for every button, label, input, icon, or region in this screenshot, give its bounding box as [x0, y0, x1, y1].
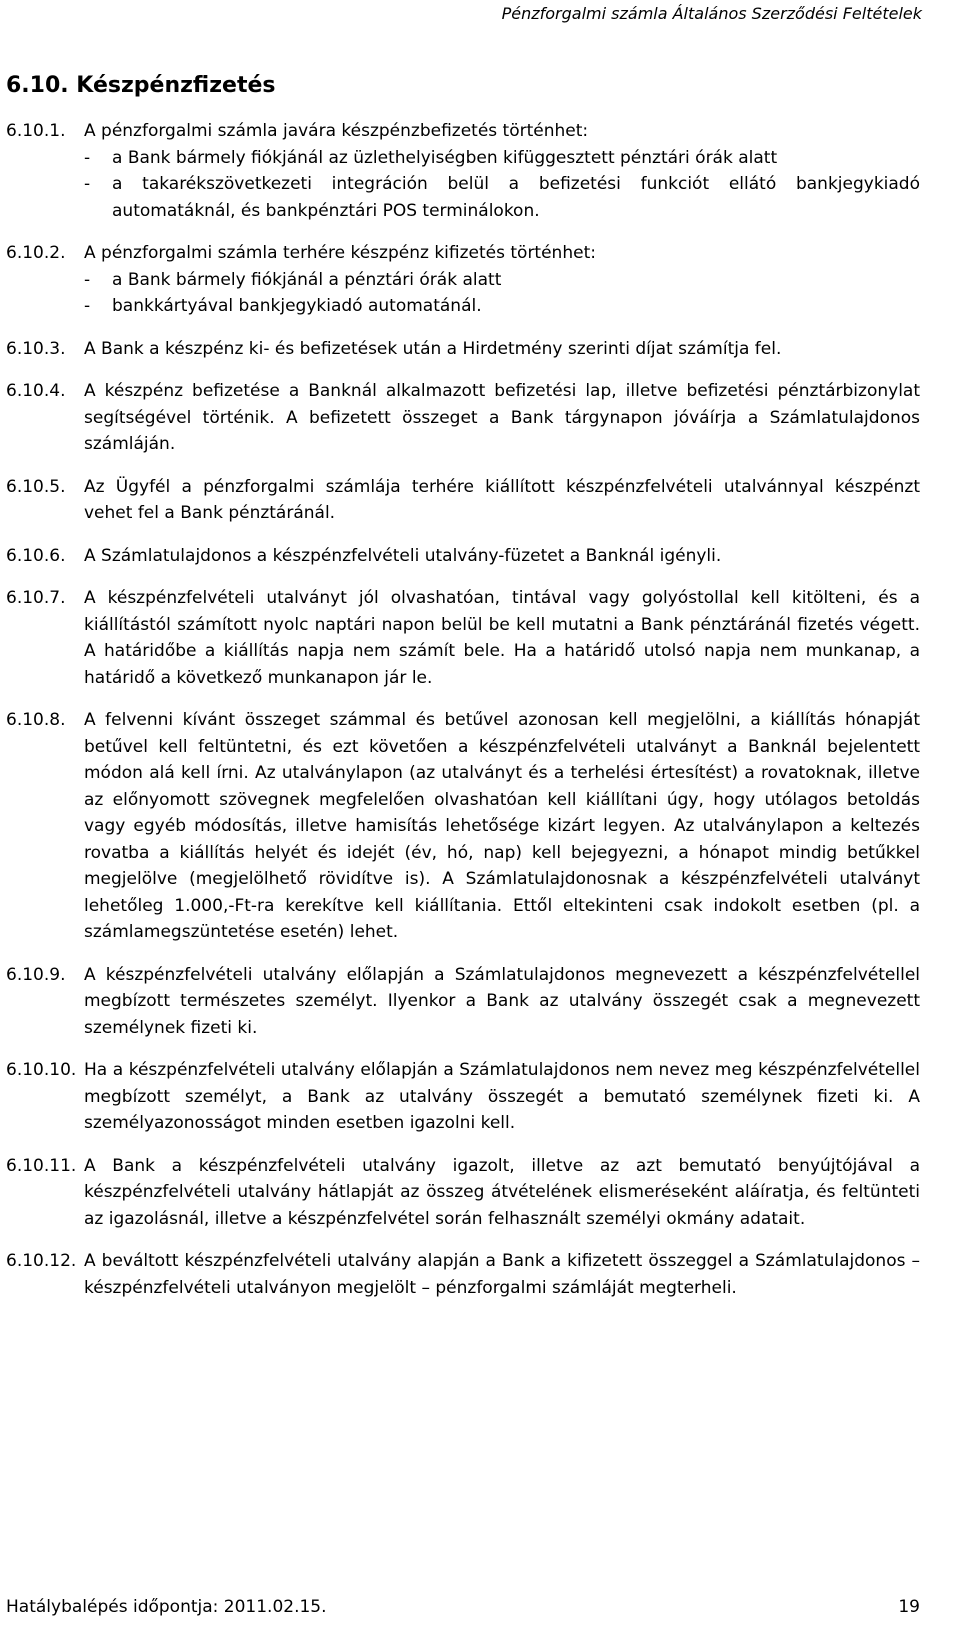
document-body	[6, 118, 920, 1317]
list-item-text: a Bank bármely fiókjánál az üzlethelyiségben kifüggesztett pénztári órák alatt	[112, 147, 778, 168]
list-item-text: a takarékszövetkezeti integráción belül a befizetési funkciót ellátó bankjegykiadó automatáknál, és bankpénztári POS terminálokon.	[112, 174, 920, 221]
clause-text: A Bank a készpénzfelvételi utalvány igazolt, illetve az azt bemutató benyújtójával a készpénzfelvételi utalvány hátlapját az összeg átvételének elismeréseként aláíratja, és feltünteti az igazolásnál, illetve a készpénzfelvétel során felhasznált személyi okmány adatait.	[84, 1155, 920, 1229]
clause-number: 6.10.5.	[6, 476, 66, 497]
clause-6-10-5	[6, 474, 920, 527]
clause-6-10-4	[6, 378, 920, 458]
clause-number: 6.10.4.	[6, 381, 66, 401]
dash-bullet: -	[84, 174, 91, 194]
clause-6-10-10	[6, 1057, 920, 1137]
clause-number: 6.10.9.	[6, 964, 66, 985]
list-item	[84, 171, 920, 224]
section-title: 6.10. Készpénzfizetés	[6, 73, 276, 98]
clause-6-10-11	[6, 1153, 920, 1233]
list-item	[84, 145, 920, 172]
clause-6-10-2	[6, 240, 920, 320]
clause-text: A felvenni kívánt összeget számmal és betűvel azonosan kell megjelölni, a kiállítás hónapját betűvel kell feltüntetni, és ezt követően a készpénzfelvételi utalványt a Banknál bejelentett módon alá kell írni. Az utalványlapon (az utalványt és a terhelési értesítést) a rovatoknak, illetve az előnyomott szövegnek megfelelően olvashatóan kell kiállítani úgy, hogy utólagos betoldás vagy egyéb módosítás, illetve hamisítás lehetősége kizárt legyen. Az utalványlapon a keltezés rovatba a kiállítás helyét és idejét (év, hó, nap) kell bejegyezni, a hónapot mindig betűkkel megjelölve (megjelölhető rövidítve is). A Számlatulajdonosnak a készpénzfelvételi utalványt lehetőleg 1.000,-Ft-ra kerekítve kell kiállítania. Ettől eltekinteni csak indokolt esetben (pl. a számlamegszüntetése esetén) lehet.	[84, 710, 920, 942]
clause-text: A Bank a készpénz ki- és befizetések után a Hirdetmény szerinti díjat számítja fel.	[84, 338, 782, 359]
clause-6-10-6	[6, 543, 920, 570]
clause-text: A készpénzfelvételi utalvány előlapján a Számlatulajdonos megnevezett a készpénzfelvétellel megbízott természetes személyt. Ilyenkor a Bank az utalvány összegét csak a megnevezett személynek fizeti ki.	[84, 964, 920, 1038]
clause-number: 6.10.2.	[6, 243, 66, 263]
clause-text: Ha a készpénzfelvételi utalvány előlapján a Számlatulajdonos nem nevez meg készpénzfelvétellel megbízott személyt, a Bank az utalvány összegét a bemutató személynek fizeti ki. A személyazonosságot minden esetben igazolni kell.	[84, 1060, 920, 1133]
clause-number: 6.10.11.	[6, 1155, 77, 1176]
clause-text: A beváltott készpénzfelvételi utalvány alapján a Bank a kifizetett összeggel a Számlatulajdonos – készpénzfelvételi utalványon megjelölt – pénzforgalmi számláját megterheli.	[84, 1251, 920, 1298]
list-item-text: a Bank bármely fiókjánál a pénztári órák alatt	[112, 269, 502, 290]
clause-number: 6.10.6.	[6, 545, 66, 566]
page-number: 19	[898, 1597, 920, 1617]
list-item	[84, 293, 920, 320]
clause-intro: A pénzforgalmi számla javára készpénzbefizetés történhet:	[84, 121, 589, 141]
clause-text: A Számlatulajdonos a készpénzfelvételi utalvány-füzetet a Banknál igényli.	[84, 545, 722, 566]
clause-6-10-12	[6, 1248, 920, 1301]
page-footer	[6, 1597, 920, 1617]
clause-number: 6.10.8.	[6, 710, 66, 730]
clause-number: 6.10.1.	[6, 121, 66, 141]
list-item-text: bankkártyával bankjegykiadó automatánál.	[112, 296, 482, 316]
clause-6-10-3	[6, 336, 920, 363]
clause-text: A készpénz befizetése a Banknál alkalmazott befizetési lap, illetve befizetési pénztárbizonylat segítségével történik. A befizetett összeget a Bank tárgynapon jóváírja a Számlatulajdonos számláján.	[84, 381, 920, 454]
clause-number: 6.10.12.	[6, 1251, 77, 1271]
clause-text: A készpénzfelvételi utalványt jól olvashatóan, tintával vagy golyóstollal kell kitölteni, és a kiállítástól számított nyolc naptári napon belül be kell mutatni a Bank pénztáránál fizetés végett. A határidőbe a kiállítás napja nem számít bele. Ha a határidő utolsó napja nem munkanap, a határidő a következő munkanapon jár le.	[84, 588, 920, 688]
clause-text: Az Ügyfél a pénzforgalmi számlája terhére kiállított készpénzfelvételi utalvánnyal készpénzt vehet fel a Bank pénztáránál.	[84, 476, 920, 523]
clause-6-10-8	[6, 707, 920, 946]
clause-number: 6.10.3.	[6, 338, 66, 359]
clause-6-10-7	[6, 585, 920, 691]
effective-date: Hatálybalépés időpontja: 2011.02.15.	[6, 1597, 327, 1617]
clause-number: 6.10.10.	[6, 1060, 77, 1080]
dash-bullet: -	[84, 296, 91, 316]
clause-6-10-9	[6, 962, 920, 1042]
clause-6-10-1	[6, 118, 920, 224]
dash-bullet: -	[84, 269, 91, 290]
clause-intro: A pénzforgalmi számla terhére készpénz kifizetés történhet:	[84, 243, 596, 263]
dash-bullet: -	[84, 147, 91, 168]
running-header: Pénzforgalmi számla Általános Szerződési Feltételek	[501, 4, 922, 23]
list-item	[84, 267, 920, 294]
clause-number: 6.10.7.	[6, 588, 66, 608]
